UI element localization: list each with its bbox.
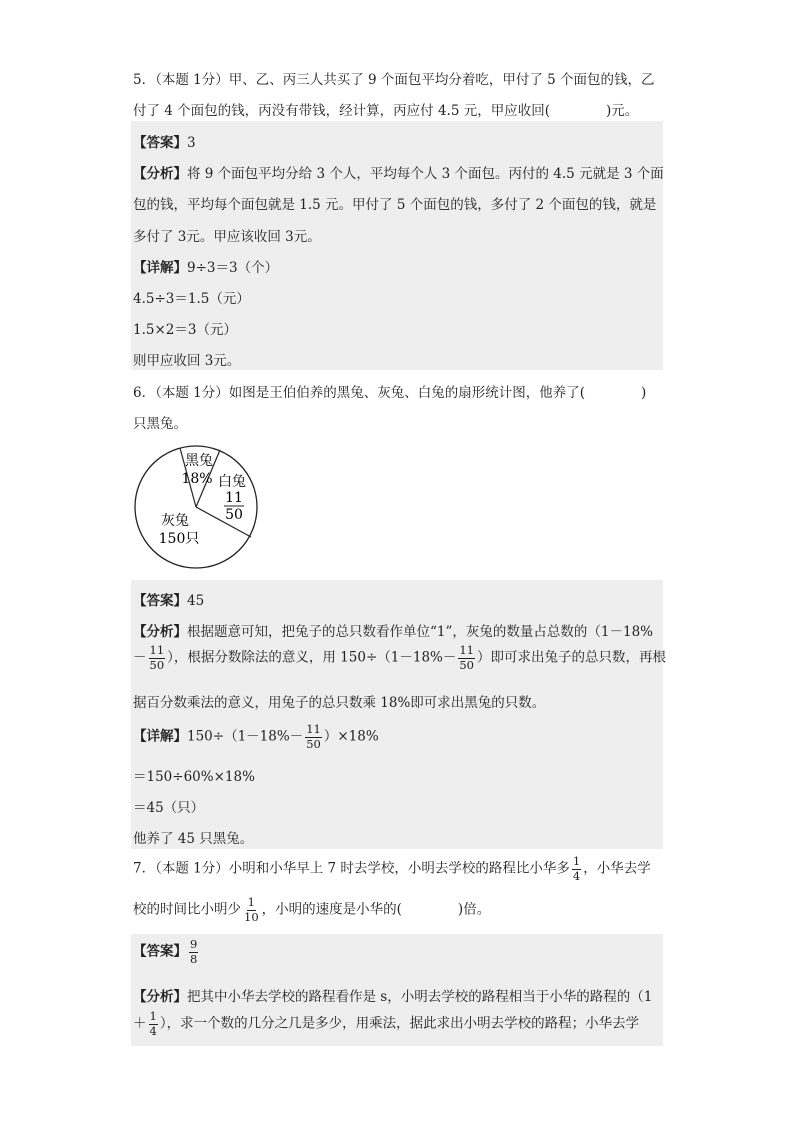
q6-analysis-line-3: 据百分数乘法的意义，用兔子的总只数乘 18%即可求出黑兔的只数。	[133, 695, 546, 711]
fraction-denominator: 50	[149, 657, 165, 672]
fraction	[149, 645, 166, 671]
pie-label-black-value: 18%	[181, 471, 213, 487]
pie-label-gray-value: 150只	[158, 531, 200, 547]
answer-fraction	[189, 939, 198, 965]
analysis-text: 根据题意可知，把兔子的总只数看作单位“1”，灰兔的数量占总数的（1－18%	[187, 624, 653, 640]
fraction-denominator: 10	[244, 909, 259, 924]
analysis-text: ＋	[133, 1015, 147, 1032]
analysis-tag: 【分析】	[133, 624, 187, 640]
q6-detail-line-2: ＝150÷60%×18%	[133, 769, 255, 785]
detail-text: 150÷（1－18%－	[187, 728, 304, 745]
q5-analysis-line-3: 多付了 3元。甲应该收回 3元。	[133, 229, 321, 245]
q7-question-text: ，小华去学	[583, 860, 651, 877]
q7-question-line-1	[133, 856, 651, 882]
pie-label-white-denominator: 50	[225, 507, 243, 523]
q7-analysis-line-1	[133, 985, 652, 1005]
q7-question-tail: )倍。	[457, 901, 491, 918]
analysis-text: ），求一个数的几分之几是多少，用乘法，据此求出小明去学校的路程；小华去学	[159, 1015, 640, 1032]
q6-detail-line-4: 他养了 45 只黑兔。	[133, 831, 254, 847]
fraction-numerator: 9	[190, 937, 198, 951]
q5-analysis-line-1	[133, 162, 664, 182]
pie-label-gray-name: 灰兔	[161, 513, 189, 529]
answer-tag: 【答案】	[133, 943, 187, 960]
q6-detail-line-1	[133, 724, 379, 750]
q5-answer	[133, 131, 196, 151]
analysis-text: －	[133, 649, 147, 666]
fraction	[572, 856, 581, 882]
q6-question-tail: )	[641, 385, 647, 401]
q7-question-text: 7．（本题 1分）小明和小华早上 7 时去学校，小明去学校的路程比小华多	[133, 860, 570, 877]
q5-question-line-2	[133, 99, 638, 119]
q5-question-line-1: 5．（本题 1分）甲、乙、丙三人共买了 9 个面包平均分着吃，甲付了 5 个面包的钱，乙	[133, 72, 655, 88]
q6-analysis-line-2	[133, 645, 666, 671]
fraction-denominator: 50	[459, 657, 474, 672]
q5-detail-line-3: 1.5×2＝3（元）	[133, 322, 237, 338]
fraction	[458, 645, 475, 671]
q5-question-tail: )元。	[606, 103, 639, 119]
q7-question-line-2	[133, 897, 490, 923]
fraction	[149, 1011, 158, 1037]
answer-value: 45	[187, 593, 205, 609]
fraction-numerator: 11	[149, 643, 165, 657]
pie-label-white-name: 白兔	[218, 474, 246, 490]
fraction-numerator: 1	[247, 895, 255, 909]
pie-label-white-numerator: 11	[225, 490, 243, 506]
answer-tag: 【答案】	[133, 593, 187, 609]
q6-question-text: 6．（本题 1分）如图是王伯伯养的黑兔、灰兔、白兔的扇形统计图，他养了(	[133, 385, 585, 401]
detail-tag: 【详解】	[133, 728, 187, 745]
analysis-text: 将 9 个面包平均分给 3 个人，平均每个人 3 个面包。丙付的 4.5 元就是 3 个面	[187, 166, 664, 182]
q6-question-line-1	[133, 381, 646, 401]
detail-text: 9÷3＝3（个）	[187, 260, 279, 276]
q7-question-text: ，小明的速度是小华的(	[261, 901, 402, 918]
fraction-numerator: 11	[306, 722, 321, 736]
analysis-tag: 【分析】	[133, 166, 187, 182]
q5-question-text: 付了 4 个面包的钱，丙没有带钱，经计算，丙应付 4.5 元，甲应收回(	[133, 103, 550, 119]
analysis-tag: 【分析】	[133, 989, 187, 1005]
detail-text: ）×18%	[323, 728, 379, 745]
q6-answer	[133, 589, 204, 609]
q6-analysis-line-1	[133, 620, 653, 640]
pie-label-black-name: 黑兔	[185, 453, 213, 469]
q5-analysis-line-2: 包的钱，平均每个面包就是 1.5 元。甲付了 5 个面包的钱，多付了 2 个面包的钱，就是	[133, 197, 657, 213]
fraction	[243, 897, 260, 923]
analysis-text: ）即可求出兔子的总只数，再根	[477, 649, 666, 666]
analysis-text: 把其中小华去学校的路程看作是 s，小明去学校的路程相当于小华的路程的（1	[187, 989, 653, 1005]
fraction-numerator: 11	[459, 643, 474, 657]
answer-tag: 【答案】	[133, 135, 187, 151]
fraction-denominator: 50	[306, 736, 321, 751]
q5-detail-line-1	[133, 256, 278, 276]
q6-detail-line-3: ＝45（只）	[133, 800, 205, 816]
fraction-numerator: 1	[149, 1009, 157, 1023]
fraction-denominator: 4	[149, 1023, 157, 1038]
fraction-denominator: 4	[572, 868, 581, 883]
fraction-denominator: 8	[190, 951, 198, 966]
q6-question-line-2: 只黑兔。	[133, 416, 187, 432]
fraction-numerator: 1	[572, 854, 581, 868]
fraction	[305, 724, 322, 750]
q5-detail-line-2: 4.5÷3＝1.5（元）	[133, 291, 250, 307]
q7-analysis-line-2	[133, 1011, 639, 1037]
q7-answer	[133, 939, 200, 965]
rabbit-pie-chart	[133, 442, 259, 572]
q7-question-text: 校的时间比小明少	[133, 901, 241, 918]
analysis-text: ），根据分数除法的意义，用 150÷（1－18%－	[167, 649, 457, 666]
detail-tag: 【详解】	[133, 260, 187, 276]
answer-value: 3	[187, 135, 196, 151]
q5-detail-line-4: 则甲应收回 3元。	[133, 353, 241, 369]
